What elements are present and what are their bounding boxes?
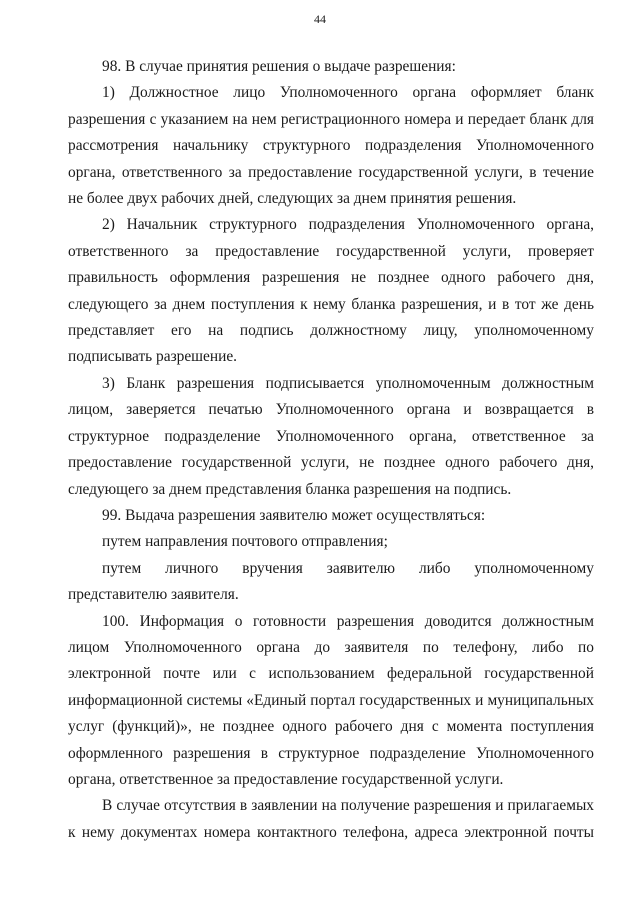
paragraph-98-item-1: 1) Должностное лицо Уполномоченного органа оформляет бланк разрешения с указанием на нем регистрационного номера и передает бланк для рассмотрения начальнику структурного подразделения Уполномоченного органа, ответственного за предоставление государственной услуги, в течение не более двух рабочих дней, следующих за днем принятия решения.	[68, 84, 594, 208]
paragraph-98-item-2: 2) Начальник структурного подразделения Уполномоченного органа, ответственного за предоставление государственной услуги, проверяет правильность оформления разрешения не позднее одного рабочего дня, следующего за днем поступления к нему бланка разрешения, и в тот же день представляет его на подпись должностному лицу, уполномоченному подписывать разрешение.	[68, 216, 594, 366]
page-number: 44	[314, 12, 326, 26]
paragraph-99: 99. Выдача разрешения заявителю может осуществляться:	[102, 506, 486, 524]
paragraph-100: 100. Информация о готовности разрешения доводится должностным лицом Уполномоченного органа до заявителя по телефону, либо по электронной почте или с использованием федеральной государственной информационной системы «Единый портал государственных и муниципальных услуг (функций)», не позднее одного рабочего дня с момента поступления оформленного разрешения в структурное подразделение Уполномоченного органа, ответственное за предоставление государственной услуги.	[68, 612, 594, 788]
paragraph-continuation: В случае отсутствия в заявлении на получение разрешения и прилагаемых к нему документах номера контактного телефона, адреса электронной почты	[68, 797, 594, 841]
paragraph-99-option-mail: путем направления почтового отправления;	[102, 533, 388, 551]
paragraph-98-item-3: 3) Бланк разрешения подписывается уполномоченным должностным лицом, заверяется печатью Уполномоченного органа и возвращается в структурное подразделение Уполномоченного органа, ответственное за предоставление государственной услуги, не позднее одного рабочего дня, следующего за днем представления бланка разрешения на подпись.	[68, 374, 594, 498]
document-body	[68, 54, 594, 846]
paragraph-98: 98. В случае принятия решения о выдаче разрешения:	[102, 58, 456, 75]
paragraph-99-option-personal: путем личного вручения заявителю либо уполномоченному представителю заявителя.	[68, 559, 594, 604]
